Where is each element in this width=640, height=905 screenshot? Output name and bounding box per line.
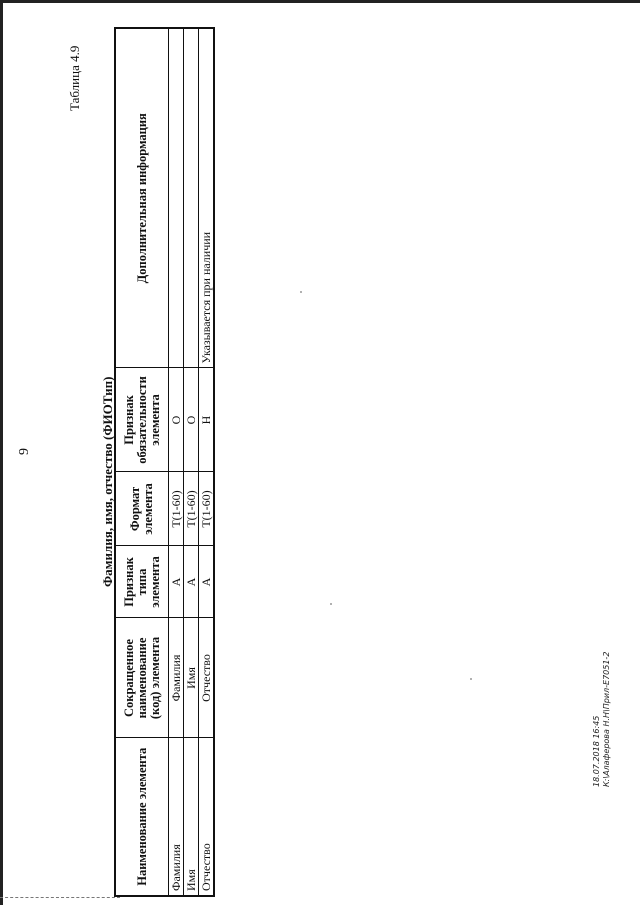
scan-speck xyxy=(330,603,332,605)
stamp-filepath: К:\Алаферова Н.Н\Прил-Е7051-2 xyxy=(602,651,611,787)
cell-code: Фамилия xyxy=(169,618,184,738)
cell-name: Фамилия xyxy=(169,738,184,896)
cell-format: Т(1-60) xyxy=(184,472,199,546)
cell-info xyxy=(169,28,184,368)
header-additional-info: Дополнительная информация xyxy=(115,28,169,368)
cell-info: Указывается при наличии xyxy=(199,28,215,368)
cell-type: А xyxy=(169,546,184,618)
cell-required: О xyxy=(184,368,199,472)
cell-type: А xyxy=(184,546,199,618)
table-label: Таблица 4.9 xyxy=(67,45,82,111)
stamp-datetime: 18.07.2018 16:45 xyxy=(592,715,601,787)
cell-required: О xyxy=(169,368,184,472)
header-element-type: Признак типа элемента xyxy=(115,546,169,618)
cell-code: Отчество xyxy=(199,618,215,738)
page-number: 9 xyxy=(17,448,32,455)
cell-type: А xyxy=(199,546,215,618)
scan-speck xyxy=(470,678,472,680)
header-element-format: Формат элемента xyxy=(115,472,169,546)
cell-name: Отчество xyxy=(199,738,215,896)
header-element-code: Сокращенное наименование (код) элемента xyxy=(115,618,169,738)
cell-format: Т(1-60) xyxy=(199,472,215,546)
table-header-row xyxy=(115,28,169,896)
cell-code: Имя xyxy=(184,618,199,738)
cell-format: Т(1-60) xyxy=(169,472,184,546)
cell-info xyxy=(184,28,199,368)
table-row xyxy=(199,28,215,896)
table-row xyxy=(169,28,184,896)
cell-name: Имя xyxy=(184,738,199,896)
scan-speck xyxy=(300,291,302,293)
cell-required: Н xyxy=(199,368,215,472)
table-title: Фамилия, имя, отчество (ФИОТип) xyxy=(100,376,115,587)
file-stamp xyxy=(592,652,612,787)
header-element-required: Признак обязательности элемента xyxy=(115,368,169,472)
elements-table xyxy=(114,27,215,897)
header-element-name: Наименование элемента xyxy=(115,738,169,896)
table-row xyxy=(184,28,199,896)
